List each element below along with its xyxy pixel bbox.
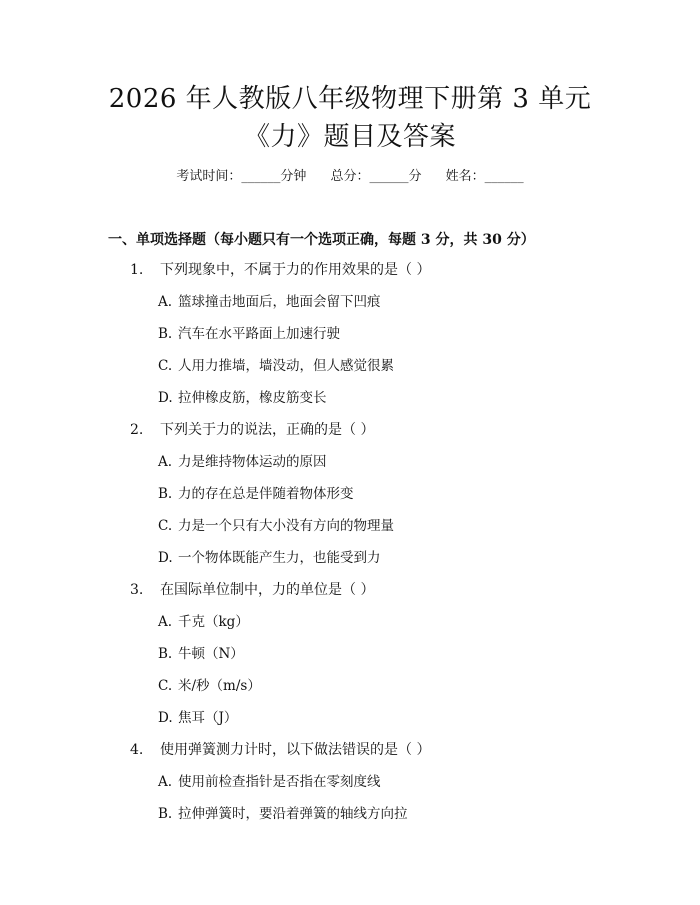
option-text: 牛顿（N） [178,646,244,662]
option-letter: A. [158,774,173,790]
answer-option [158,388,327,408]
option-text: 篮球撞击地面后，地面会留下凹痕 [178,294,381,310]
option-text: 使用前检查指针是否指在零刻度线 [178,774,381,790]
answer-option [158,324,340,344]
answer-option [158,644,244,664]
option-text: 汽车在水平路面上加速行驶 [178,326,340,342]
option-letter: B. [158,486,173,502]
question-number: 3. [130,582,144,598]
option-letter: D. [158,710,173,726]
question [130,740,430,760]
option-letter: B. [158,806,173,822]
document-title-line-2: 《力》题目及答案 [243,122,456,152]
question [130,260,430,280]
option-letter: C. [158,358,173,374]
name-field: 姓名：______ [445,169,524,184]
answer-option [158,484,354,504]
answer-option [158,292,381,312]
option-letter: B. [158,646,173,662]
option-text: 拉伸弹簧时，要沿着弹簧的轴线方向拉 [178,806,408,822]
option-text: 千克（kg） [178,614,249,630]
option-letter: A. [158,614,173,630]
option-text: 力的存在总是伴随着物体形变 [178,486,354,502]
answer-option [158,548,381,568]
answer-option [158,676,261,696]
option-text: 人用力推墙，墙没动，但人感觉很累 [178,358,394,374]
option-letter: D. [158,550,173,566]
answer-option [158,452,327,472]
option-letter: A. [158,294,173,310]
answer-option [158,356,394,376]
question-text: 在国际单位制中，力的单位是（ ） [160,582,375,598]
option-text: 力是一个只有大小没有方向的物理量 [178,518,394,534]
option-letter: A. [158,454,173,470]
option-letter: C. [158,518,173,534]
section-heading: 一、单项选择题（每小题只有一个选项正确，每题 3 分，共 30 分） [108,232,535,248]
exam-time-field: 考试时间：______分钟 [176,169,307,184]
answer-option [158,516,394,536]
option-text: 米/秒（m/s） [178,678,261,694]
answer-option [158,772,381,792]
answer-option [158,804,408,824]
option-text: 焦耳（J） [178,710,238,726]
option-letter: B. [158,326,173,342]
question [130,580,374,600]
answer-option [158,708,237,728]
question-number: 2. [130,422,144,438]
option-letter: D. [158,390,173,406]
question-number: 1. [130,262,144,278]
question [130,420,374,440]
question-text: 使用弹簧测力计时，以下做法错误的是（ ） [160,742,431,758]
option-text: 一个物体既能产生力，也能受到力 [178,550,381,566]
option-letter: C. [158,678,173,694]
answer-option [158,612,249,632]
question-text: 下列现象中，不属于力的作用效果的是（ ） [160,262,431,278]
question-text: 下列关于力的说法，正确的是（ ） [160,422,375,438]
option-text: 拉伸橡皮筋，橡皮筋变长 [178,390,327,406]
option-text: 力是维持物体运动的原因 [178,454,327,470]
total-score-field: 总分：______分 [330,169,422,184]
exam-info [0,168,700,186]
question-number: 4. [130,742,144,758]
document-title-line-1: 2026 年人教版八年级物理下册第 3 单元 [108,84,592,114]
